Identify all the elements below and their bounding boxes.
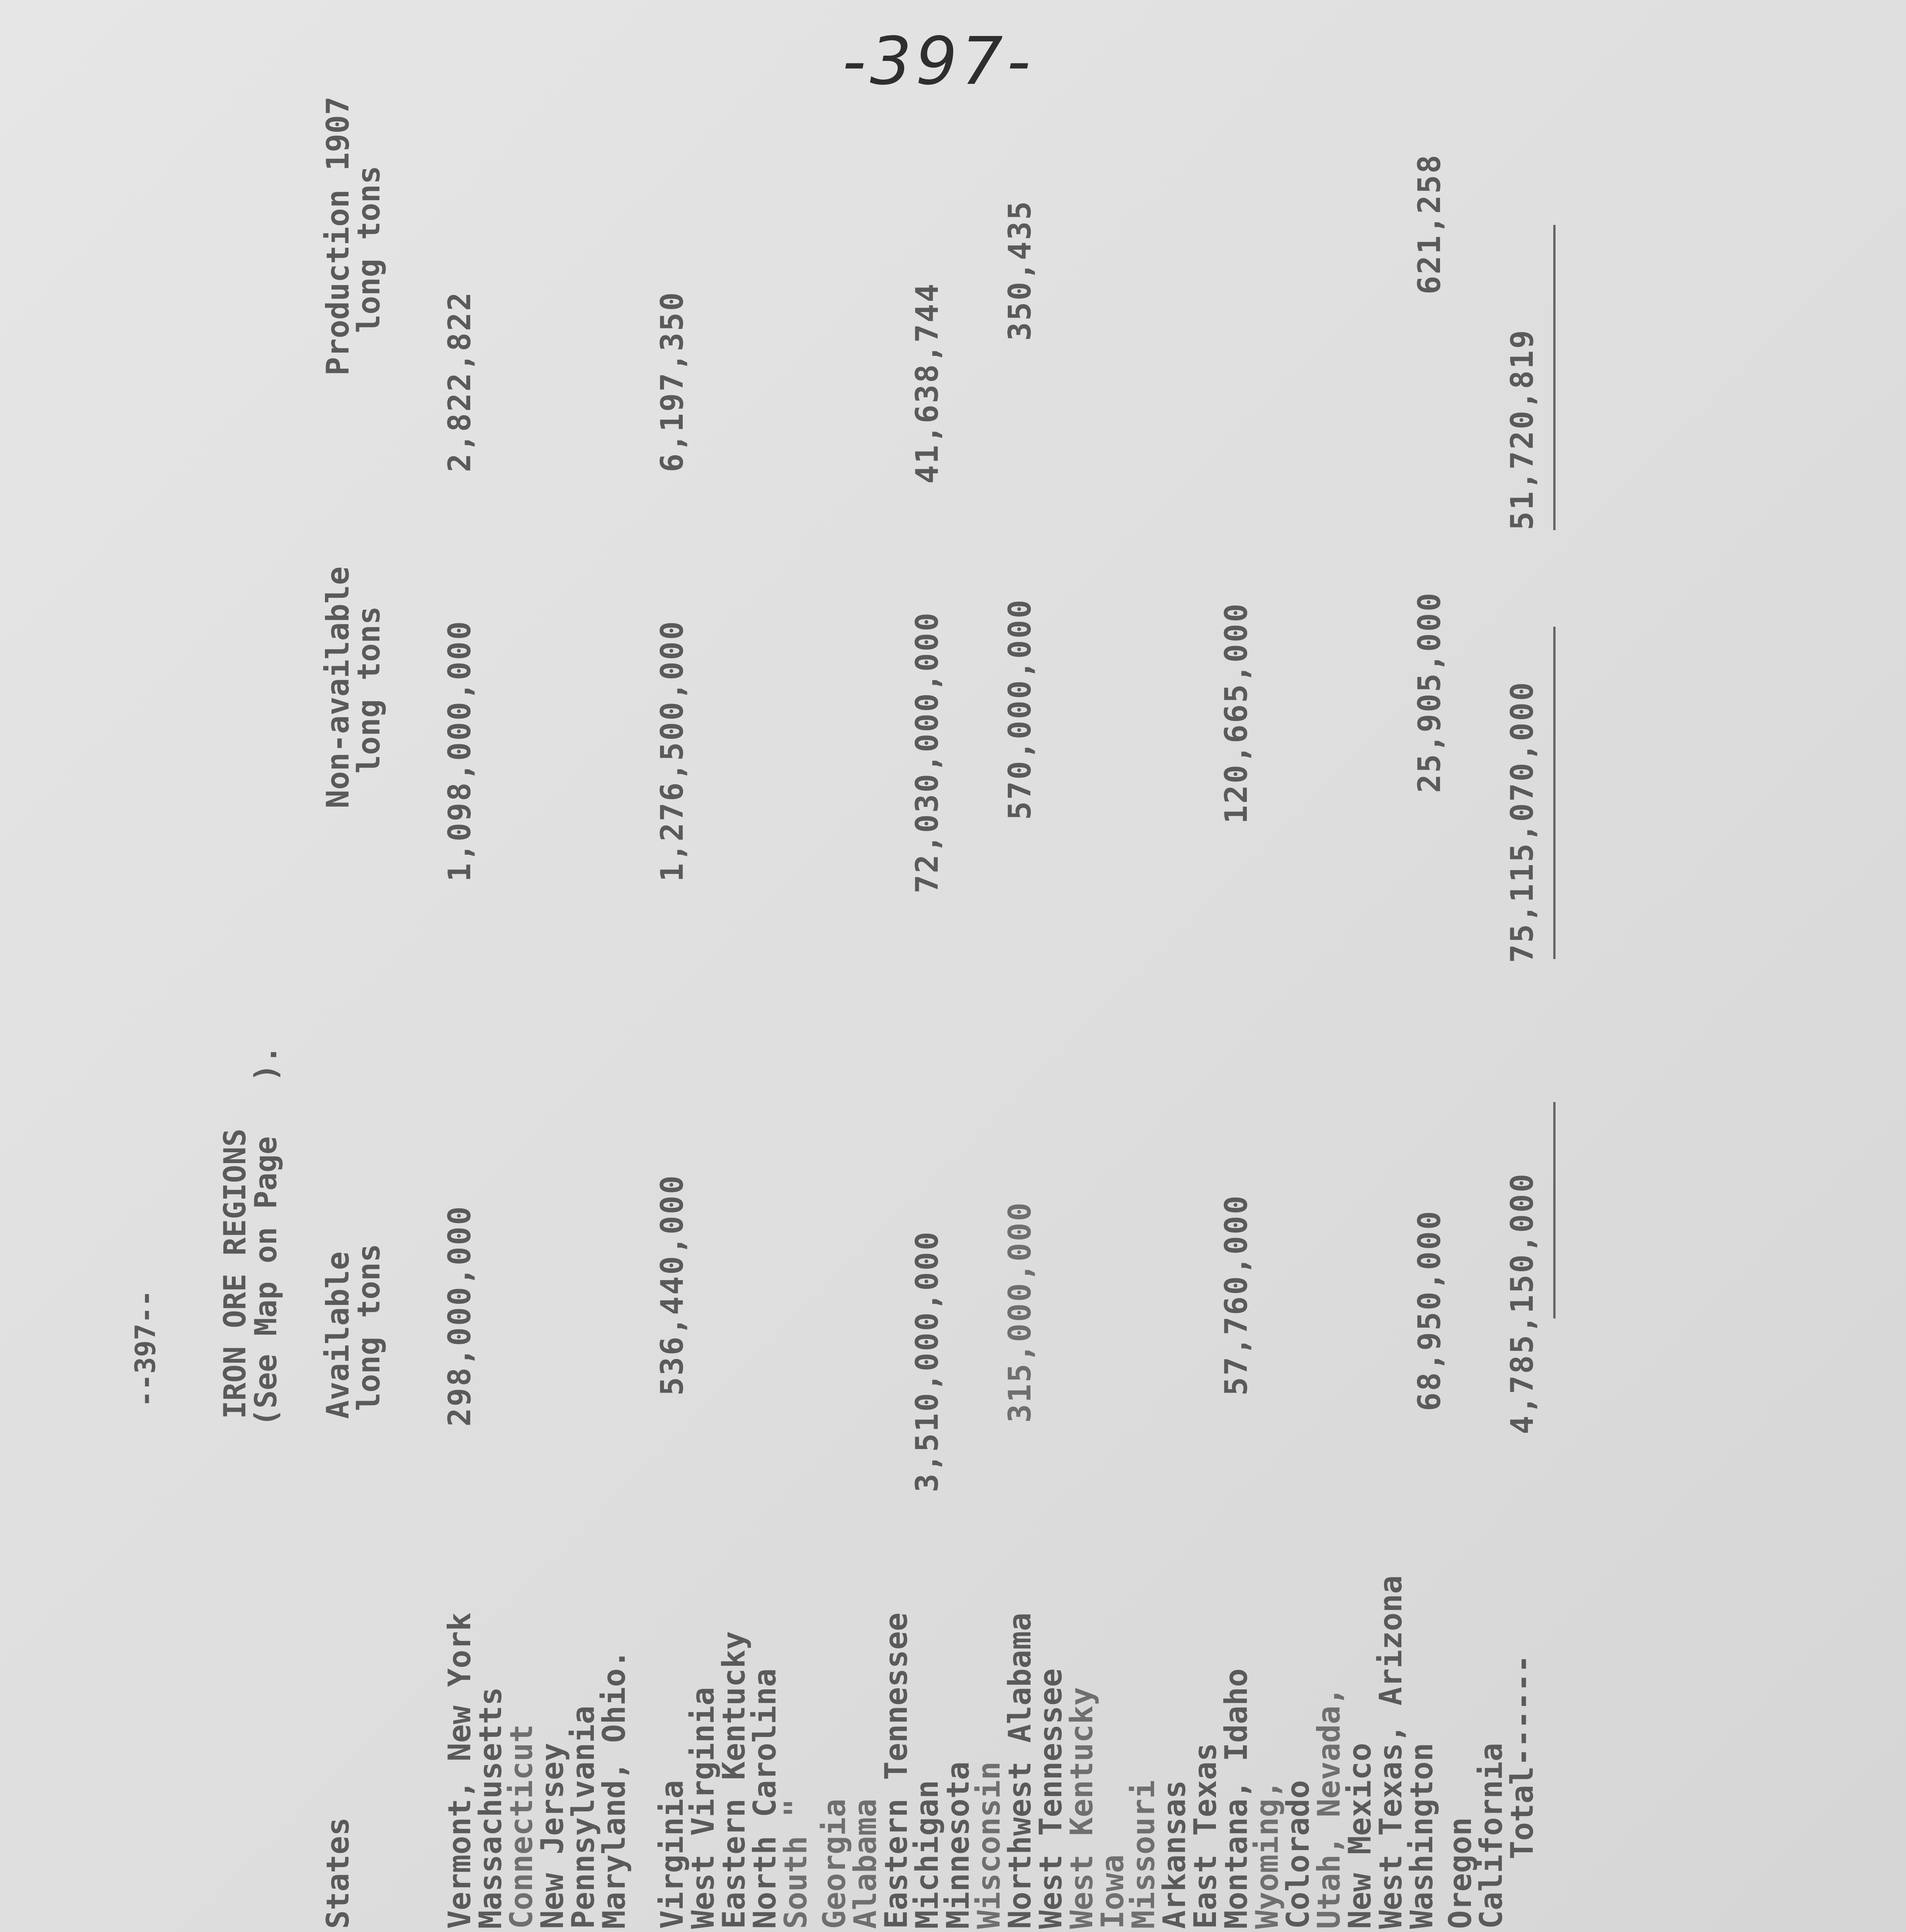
header-states: States — [320, 1817, 356, 1929]
state-name: Iowa — [1095, 1854, 1131, 1929]
state-name: Missouri — [1126, 1780, 1161, 1929]
state-name: Montana, Idaho — [1218, 1668, 1254, 1929]
non-available-value: 570,000,000 — [1002, 598, 1038, 820]
state-name: Northwest Alabama — [1002, 1612, 1038, 1929]
typed-page-number: --397-- — [129, 1290, 162, 1407]
state-name: East Texas — [1187, 1743, 1223, 1929]
state-name: New Jersey — [534, 1743, 570, 1929]
state-name: Colorado — [1280, 1780, 1316, 1929]
state-name: Eastern Kentucky — [716, 1631, 752, 1929]
production-value: 41,638,744 — [909, 282, 945, 484]
non-available-value: 72,030,000,000 — [909, 611, 945, 893]
non-available-value: 120,665,000 — [1218, 602, 1254, 824]
state-name: Michigan — [909, 1780, 945, 1929]
production-value: 621,258 — [1411, 153, 1447, 294]
state-name: Vermont, New York — [442, 1612, 478, 1929]
state-name: West Texas, Arizona — [1373, 1575, 1409, 1929]
state-name: West Kentucky — [1064, 1687, 1100, 1929]
state-name: Pennsylvania — [565, 1706, 601, 1929]
title-line-2: (See Map on Page ). — [249, 1045, 284, 1427]
total-available: 4,785,150,000 — [1504, 1172, 1540, 1434]
state-name: Arkansas — [1156, 1780, 1192, 1929]
state-name: North Carolina — [747, 1668, 783, 1929]
state-name: West Tennessee — [1033, 1668, 1069, 1929]
available-value: 3,510,000,000 — [909, 1230, 945, 1492]
non-available-value: 25,905,000 — [1411, 591, 1447, 793]
header-production-1: Production 1907 — [320, 96, 356, 376]
header-available-1: Available — [320, 1251, 356, 1419]
state-name: Wyoming, — [1249, 1780, 1285, 1929]
total-rule-production — [1553, 225, 1556, 530]
available-value: 57,760,000 — [1218, 1194, 1254, 1396]
state-name: Oregon — [1442, 1817, 1478, 1929]
available-value: 536,440,000 — [654, 1174, 690, 1396]
state-name: California — [1473, 1743, 1509, 1929]
state-name: Massachusetts — [473, 1687, 508, 1929]
state-name: Minnesota — [940, 1761, 976, 1929]
production-value: 350,435 — [1002, 199, 1038, 341]
total-production: 51,720,819 — [1504, 328, 1540, 530]
non-available-value: 1,276,500,000 — [654, 619, 690, 882]
state-name: Maryland, Ohio. — [596, 1650, 632, 1929]
state-name: Utah, Nevada, — [1311, 1687, 1347, 1929]
available-value: 68,950,000 — [1411, 1209, 1447, 1411]
available-value: 298,000,000 — [442, 1205, 478, 1427]
state-name: West Virginia — [685, 1687, 721, 1929]
state-name: Washington — [1404, 1743, 1440, 1929]
production-value: 2,822,822 — [442, 291, 478, 472]
total-label: Total------ — [1504, 1655, 1540, 1859]
total-rule-non-available — [1553, 627, 1556, 959]
header-non-available-1: Non-available — [320, 566, 356, 808]
total-non-available: 75,115,070,000 — [1504, 680, 1540, 963]
state-name: Wisconsin — [971, 1761, 1007, 1929]
header-production-2: long tons — [351, 165, 387, 333]
state-name: Virginia — [654, 1780, 690, 1929]
state-name: Eastern Tennessee — [878, 1612, 914, 1929]
state-name: New Mexico — [1342, 1743, 1378, 1929]
header-non-available-2: long tons — [351, 606, 387, 774]
title-line-1: IRON ORE REGIONS — [218, 1128, 253, 1419]
state-name: Alabama — [847, 1798, 883, 1929]
available-value: 315,000,000 — [1002, 1201, 1038, 1423]
state-name: Connecticut — [503, 1724, 539, 1929]
production-value: 6,197,350 — [654, 291, 690, 472]
non-available-value: 1,098,000,000 — [442, 619, 478, 882]
header-available-2: long tons — [351, 1243, 387, 1411]
handwritten-page-number: -397- — [842, 23, 1035, 100]
state-name: South " — [778, 1798, 814, 1929]
total-rule-available — [1553, 1102, 1556, 1318]
state-name: Georgia — [816, 1798, 852, 1929]
